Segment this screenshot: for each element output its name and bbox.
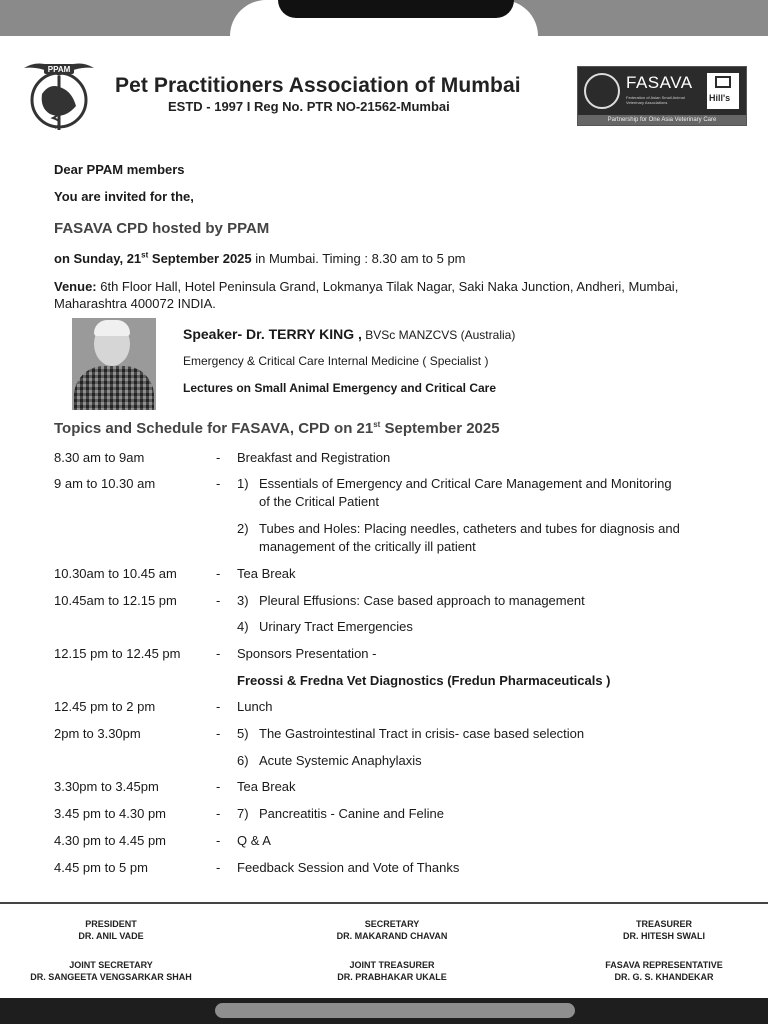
- bottom-scroll-indicator[interactable]: [215, 1003, 575, 1018]
- fasava-logo-text: FASAVA: [626, 73, 693, 92]
- venue-line-2: Maharashtra 400072 INDIA.: [54, 296, 216, 311]
- hills-mark-icon: [715, 76, 731, 88]
- org-registration: ESTD - 1997 I Reg No. PTR NO-21562-Mumbai: [168, 99, 450, 114]
- officer-joint-treasurer: JOINT TREASURER DR. PRABHAKAR UKALE: [337, 960, 447, 982]
- schedule-heading: Topics and Schedule for FASAVA, CPD on 21st September 2025: [54, 420, 500, 437]
- greeting: Dear PPAM members: [54, 162, 185, 177]
- officer-fasava-representative: FASAVA REPRESENTATIVE DR. G. S. KHANDEKAR: [605, 960, 723, 982]
- hills-logo: Hill's: [707, 73, 739, 109]
- speaker-lectures: Lectures on Small Animal Emergency and Critical Care: [183, 381, 496, 395]
- venue-line: Venue: 6th Floor Hall, Hotel Peninsula Grand, Lokmanya Tilak Nagar, Saki Naka Junction, Andheri, Mumbai,: [54, 279, 679, 294]
- top-notch: [278, 0, 514, 18]
- officer-secretary: SECRETARY DR. MAKARAND CHAVAN: [336, 919, 448, 941]
- speaker-photo: [72, 318, 156, 410]
- fasava-tagline: Partnership for One Asia Veterinary Care: [578, 115, 746, 125]
- org-name: Pet Practitioners Association of Mumbai: [115, 74, 521, 97]
- fasava-emblem-icon: [584, 73, 620, 109]
- ppam-logo: [20, 54, 98, 132]
- fasava-hills-logo: [577, 66, 747, 126]
- svg-text:PPAM: PPAM: [47, 65, 71, 74]
- officer-president: PRESIDENT DR. ANIL VADE: [78, 919, 144, 941]
- letterhead: [0, 44, 768, 136]
- officer-treasurer: TREASURER DR. HITESH SWALI: [622, 919, 705, 941]
- top-decor-band: [0, 0, 768, 36]
- speaker-specialty: Emergency & Critical Care Internal Medicine ( Specialist ): [183, 354, 489, 368]
- event-title: FASAVA CPD hosted by PPAM: [54, 220, 270, 237]
- officer-joint-secretary: JOINT SECRETARY DR. SANGEETA VENGSARKAR SHAH: [30, 960, 192, 982]
- sponsor-name: Freossi & Fredna Vet Diagnostics (Fredun Pharmaceuticals ): [237, 673, 611, 688]
- footer-divider: [0, 902, 768, 904]
- invitation-line: You are invited for the,: [54, 189, 194, 204]
- speaker-name: Speaker- Dr. TERRY KING , BVSc MANZCVS (Australia): [183, 326, 516, 342]
- fasava-full-name: Federation of Asian Small Animal Veterinary Associations: [626, 95, 685, 105]
- event-date: on Sunday, 21st September 2025 in Mumbai. Timing : 8.30 am to 5 pm: [54, 250, 466, 266]
- bottom-bar: [0, 998, 768, 1024]
